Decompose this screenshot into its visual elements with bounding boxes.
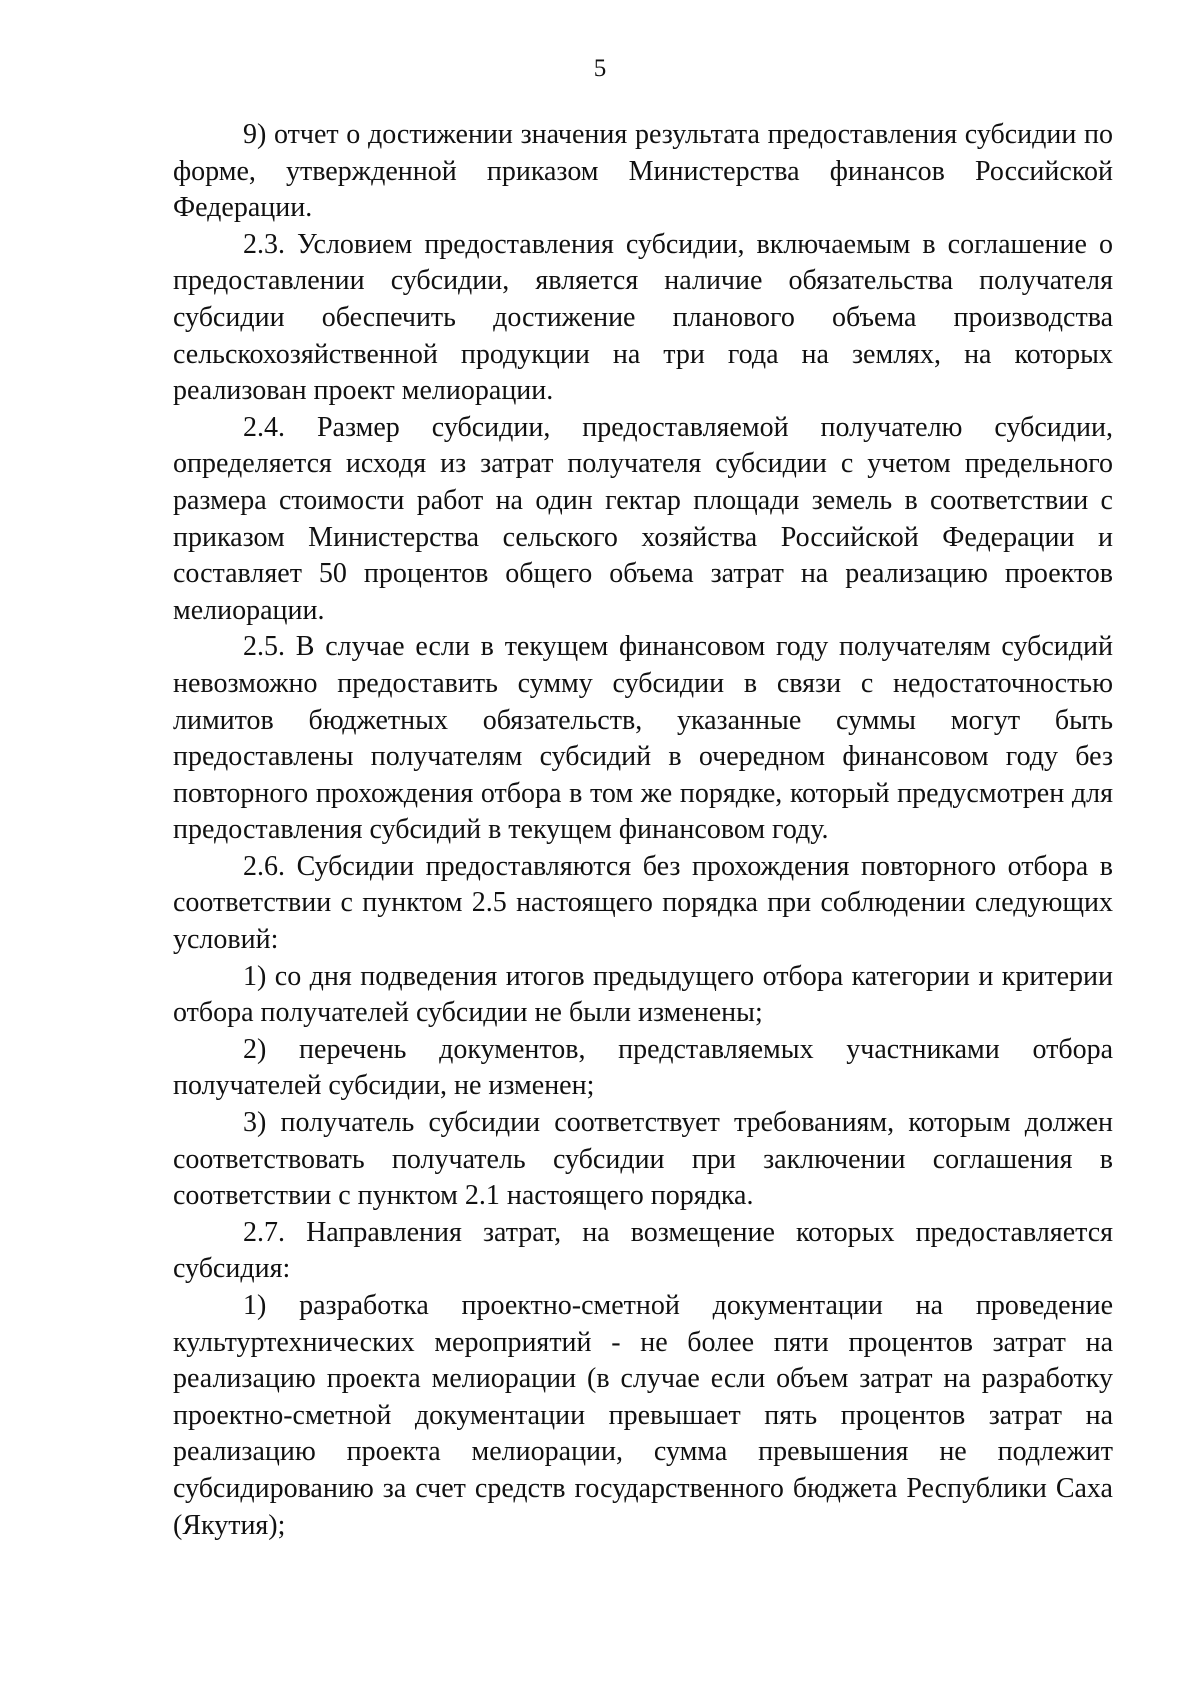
- document-body: [173, 117, 1113, 1544]
- paragraph-2-6-item-2: 2) перечень документов, представляемых участниками отбора получателей субсидии, не изменен;: [173, 1033, 1113, 1102]
- paragraph-2-7: 2.7. Направления затрат, на возмещение которых предоставляется субсидия:: [173, 1216, 1113, 1285]
- paragraph-2-3: 2.3. Условием предоставления субсидии, включаемым в соглашение о предоставлении субсидии, является наличие обязательства получателя субсидии обеспечить достижение планового объема производства сельскохозяйственной продукции на три года на землях, на которых реализован проект мелиорации.: [173, 228, 1113, 407]
- paragraph-2-5: 2.5. В случае если в текущем финансовом году получателям субсидий невозможно предоставить сумму субсидии в связи с недостаточностью лимитов бюджетных обязательств, указанные суммы могут быть предоставлены получателям субсидий в очередном финансовом году без повторного прохождения отбора в том же порядке, который предусмотрен для предоставления субсидий в текущем финансовом году.: [173, 631, 1113, 846]
- paragraph-2-4: 2.4. Размер субсидии, предоставляемой получателю субсидии, определяется исходя из затрат получателя субсидии с учетом предельного размера стоимости работ на один гектар площади земель в соответствии с приказом Министерства сельского хозяйства Российской Федерации и составляет 50 процентов общего объема затрат на реализацию проектов мелиорации.: [173, 411, 1113, 626]
- paragraph-2-7-item-1: 1) разработка проектно-сметной документации на проведение культуртехнических мероприятий - не более пяти процентов затрат на реализацию проекта мелиорации (в случае если объем затрат на разработку проектно-сметной документации превышает пять процентов затрат на реализацию проекта мелиорации, сумма превышения не подлежит субсидированию за счет средств государственного бюджета Республики Саха (Якутия);: [173, 1290, 1113, 1541]
- paragraph-item-9-report: 9) отчет о достижении значения результата предоставления субсидии по форме, утвержденной приказом Министерства финансов Российской Федерации.: [173, 119, 1113, 224]
- paragraph-2-6-item-3: 3) получатель субсидии соответствует требованиям, которым должен соответствовать получатель субсидии при заключении соглашения в соответствии с пунктом 2.1 настоящего порядка.: [173, 1107, 1113, 1212]
- paragraph-2-6-item-1: 1) со дня подведения итогов предыдущего отбора категории и критерии отбора получателей субсидии не были изменены;: [173, 960, 1113, 1029]
- page-number: 5: [593, 55, 607, 82]
- paragraph-2-6: 2.6. Субсидии предоставляются без прохождения повторного отбора в соответствии с пунктом 2.5 настоящего порядка при соблюдении следующих условий:: [173, 850, 1113, 956]
